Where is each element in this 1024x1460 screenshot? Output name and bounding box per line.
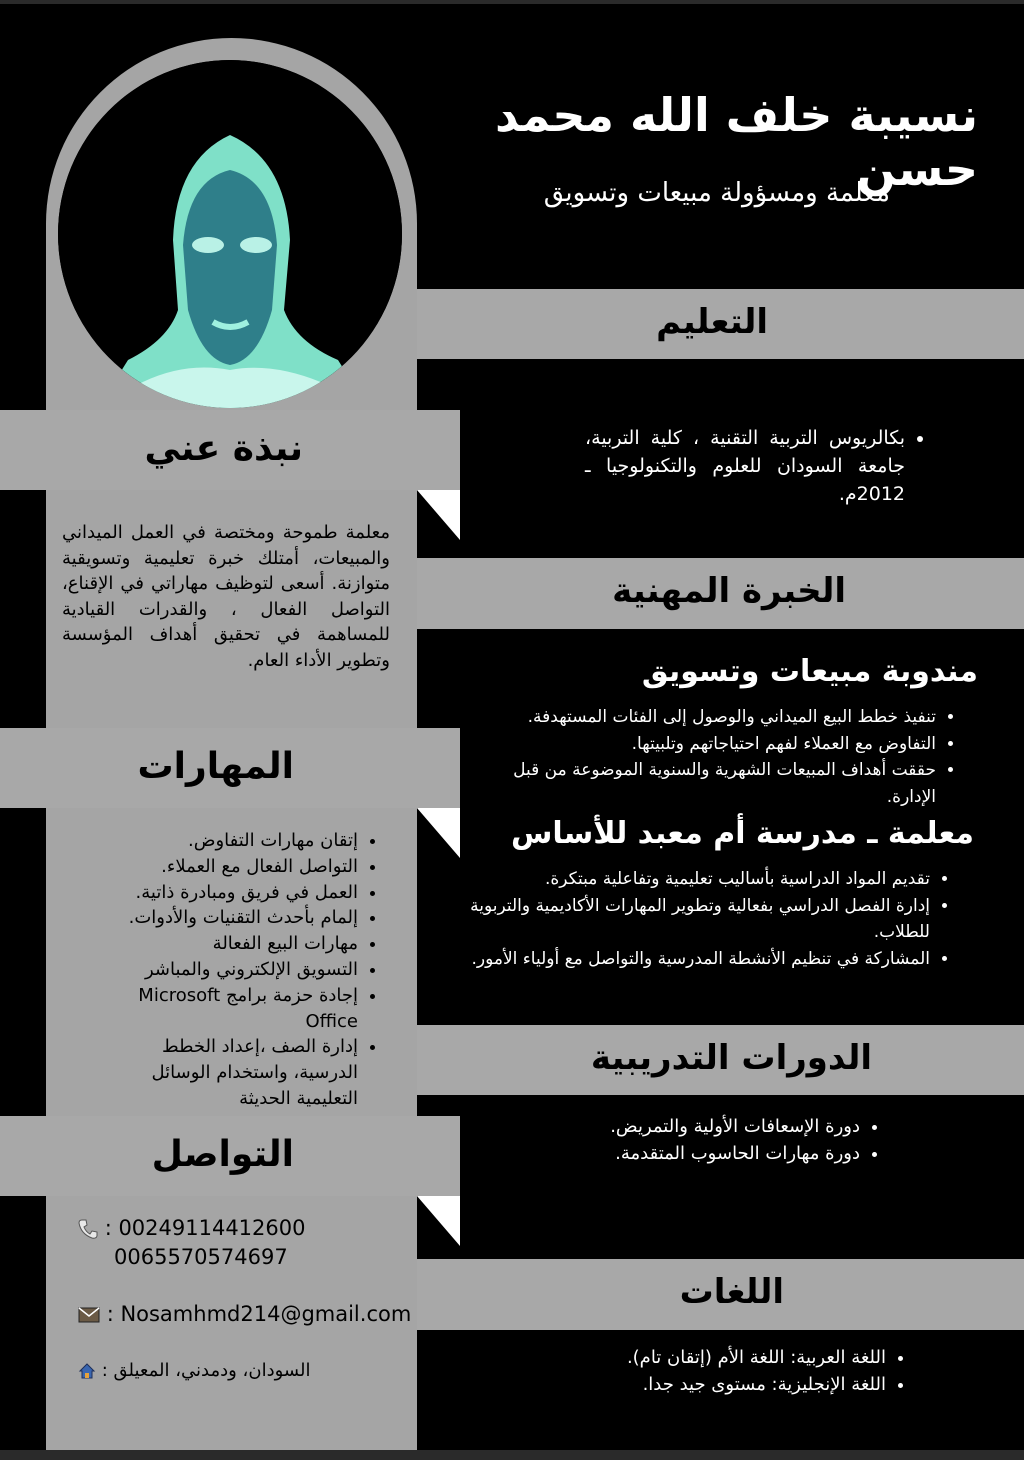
address-text: السودان، ودمدني، المعيلق : [101,1360,311,1381]
list-item: • تنفيذ خطط البيع الميداني والوصول إلى الفئات المستهدفة. [470,704,936,731]
skills-list [94,828,380,1112]
contact-email [78,1302,411,1326]
job-role-sales: مندوبة مبيعات وتسويق [641,654,978,689]
email-icon [78,1306,100,1324]
list-item: • حققت أهداف المبيعات الشهرية والسنوية الموضوعة من قبل الإدارة. [470,757,936,810]
phone-number-2[interactable]: 0065570574697 [114,1245,288,1269]
section-bar-languages [417,1259,1024,1330]
list-item: • إتقان مهارات التفاوض. [94,828,358,854]
list-item: • المشاركة في تنظيم الأنشطة المدرسية والتواصل مع أولياء الأمور. [468,946,930,973]
job-title: معلمة ومسؤولة مبيعات وتسويق [543,178,890,208]
list-item: • إجادة حزمة برامج Microsoft Office [94,983,358,1035]
section-bar-experience [417,558,1024,629]
teacher-duties-list [468,866,952,972]
phone-icon [78,1218,98,1240]
list-item: • اللغة العربية: اللغة الأم (إتقان تام). [590,1345,886,1372]
section-title-education: التعليم [656,302,768,342]
home-icon [78,1362,96,1380]
section-bar-contact [0,1116,460,1196]
list-item: • تقديم المواد الدراسية بأساليب تعليمية وتفاعلية مبتكرة. [468,866,930,893]
courses-list [560,1114,882,1167]
section-title-experience: الخبرة المهنية [612,571,846,611]
top-border [0,0,1024,4]
section-bar-skills [0,728,460,808]
list-item: • دورة الإسعافات الأولية والتمريض. [560,1114,860,1141]
about-text: معلمة طموحة ومختصة في العمل الميداني والمبيعات، أمتلك خبرة تعليمية وتسويقية متوازنة. أسعى لتوظيف مهاراتي في الإقناع، التواصل الفعال ، والقدرات القيادية للمساهمة في تحقيق أهداف المؤسسة وتطوير الأداء العام. [62,522,390,671]
contact-phone-2 [114,1245,288,1269]
fold-decoration [417,1196,460,1246]
fold-decoration [417,490,460,540]
list-item: • بكالريوس التربية التقنية ، كلية التربية، جامعة السودان للعلوم والتكنولوجيا ـ 2012م. [585,424,905,508]
fold-decoration [417,808,460,858]
list-item: • التفاوض مع العملاء لفهم احتياجاتهم وتلبيتها. [470,731,936,758]
section-title-contact: التواصل [151,1134,294,1175]
avatar-image [58,60,402,408]
list-item: • إدارة الفصل الدراسي بفعالية وتطوير المهارات الأكاديمية والتربوية للطلاب. [468,893,930,946]
profile-photo [58,60,402,408]
job-role-teacher: معلمة ـ مدرسة أم معبد للأساس [511,816,974,851]
list-item: • اللغة الإنجليزية: مستوى جيد جدا. [590,1372,886,1399]
list-item: • العمل في فريق ومبادرة ذاتية. [94,880,358,906]
list-item: • التواصل الفعال مع العملاء. [94,854,358,880]
education-list [585,424,927,508]
phone-number-1[interactable]: : 00249114412600 [104,1216,306,1240]
languages-list [590,1345,908,1398]
list-item: • دورة مهارات الحاسوب المتقدمة. [560,1141,860,1168]
section-title-languages: اللغات [679,1272,784,1312]
section-title-about: نبذة عني [144,428,303,469]
list-item: • التسويق الإلكتروني والمباشر [94,957,358,983]
section-bar-about [0,410,460,490]
email-address[interactable]: : Nosamhmd214@gmail.com [106,1302,412,1326]
person-name: نسيبة خلف الله محمد حسن [494,88,978,196]
list-item: • مهارات البيع الفعالة [94,931,358,957]
sales-duties-list [470,704,958,810]
list-item: • إدارة الصف ،إعداد الخطط الدرسية، واستخدام الوسائل التعليمية الحديثة [94,1034,358,1111]
section-bar-education [417,289,1024,359]
list-item: • إلمام بأحدث التقنيات والأدوات. [94,905,358,931]
section-title-skills: المهارات [137,746,294,787]
section-title-courses: الدورات التدريبية [590,1038,872,1078]
contact-address [78,1360,310,1381]
contact-phone [78,1216,306,1240]
section-bar-courses [417,1025,1024,1095]
bottom-border [0,1450,1024,1460]
